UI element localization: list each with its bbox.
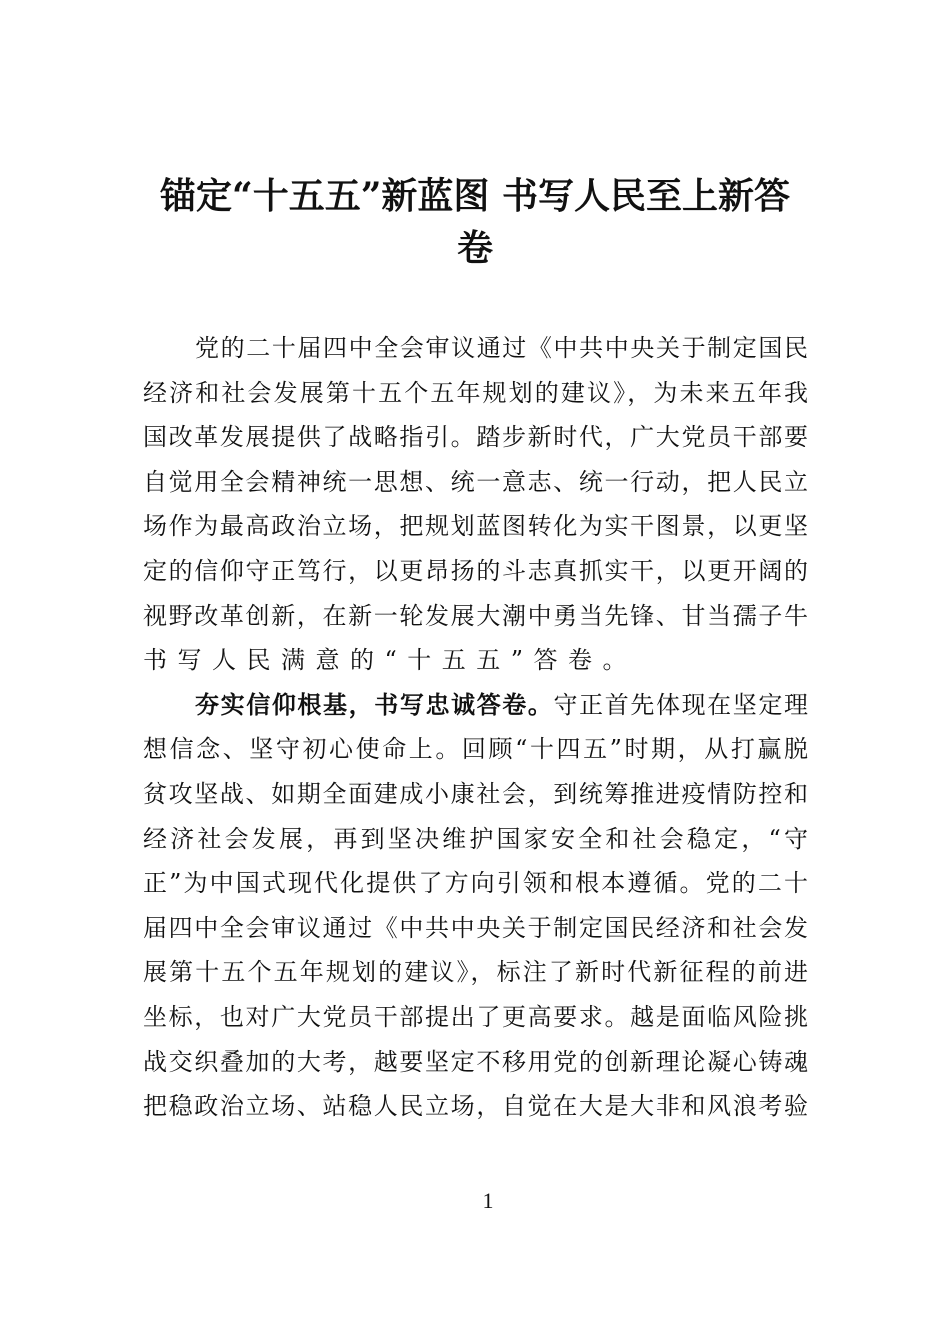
text-line: 展第十五个五年规划的建议》，标注了新时代新征程的前进 — [143, 958, 808, 987]
text-line: 场作为最高政治立场，把规划蓝图转化为实干图景，以更坚 — [143, 512, 808, 541]
text-line: 自觉用全会精神统一思想、统一意志、统一行动，把人民立 — [143, 467, 808, 496]
text-line: 正”为中国式现代化提供了方向引领和根本遵循。党的二十 — [143, 869, 808, 898]
text-line: 书写人民满意的“十五五”答卷。 — [143, 646, 638, 675]
text-line: 把稳政治立场、站稳人民立场，自觉在大是大非和风浪考验 — [143, 1092, 808, 1121]
text-line: 党的二十届四中全会审议通过《中共中央关于制定国民 — [195, 334, 808, 362]
text-line: 届四中全会审议通过《中共中央关于制定国民经济和社会发 — [143, 913, 808, 942]
text-line: 贫攻坚战、如期全面建成小康社会，到统筹推进疫情防控和 — [143, 779, 808, 808]
text-line: 坐标，也对广大党员干部提出了更高要求。越是面临风险挑 — [143, 1002, 808, 1031]
document-title — [140, 170, 810, 274]
paragraph-1 — [143, 326, 808, 683]
text-line: 想信念、坚守初心使命上。回顾“十四五”时期，从打赢脱 — [143, 735, 808, 764]
text-line: 定的信仰守正笃行，以更昂扬的斗志真抓实干，以更开阔的 — [143, 556, 808, 585]
title-line: 卷 — [456, 227, 493, 269]
document-body — [143, 326, 808, 1129]
text-line: 战交织叠加的大考，越要坚定不移用党的创新理论凝心铸魂 — [143, 1047, 808, 1076]
text-line: 经济和社会发展第十五个五年规划的建议》，为未来五年我 — [143, 378, 808, 407]
text-line: 经济社会发展，再到坚决维护国家安全和社会稳定，“守 — [143, 824, 808, 853]
page-number: 1 — [482, 1188, 494, 1213]
text-line — [143, 683, 808, 728]
title-line: 锚定“十五五”新蓝图 书写人民至上新答 — [160, 175, 790, 217]
text-line: 视野改革创新，在新一轮发展大潮中勇当先锋、甘当孺子牛 — [143, 601, 808, 630]
text-line: 国改革发展提供了战略指引。踏步新时代，广大党员干部要 — [143, 423, 808, 452]
paragraph-2 — [143, 683, 808, 1129]
section-lead-heading: 夯实信仰根基，书写忠诚答卷。 — [195, 689, 554, 719]
text-fragment: 守正首先体现在坚定理 — [553, 690, 809, 719]
